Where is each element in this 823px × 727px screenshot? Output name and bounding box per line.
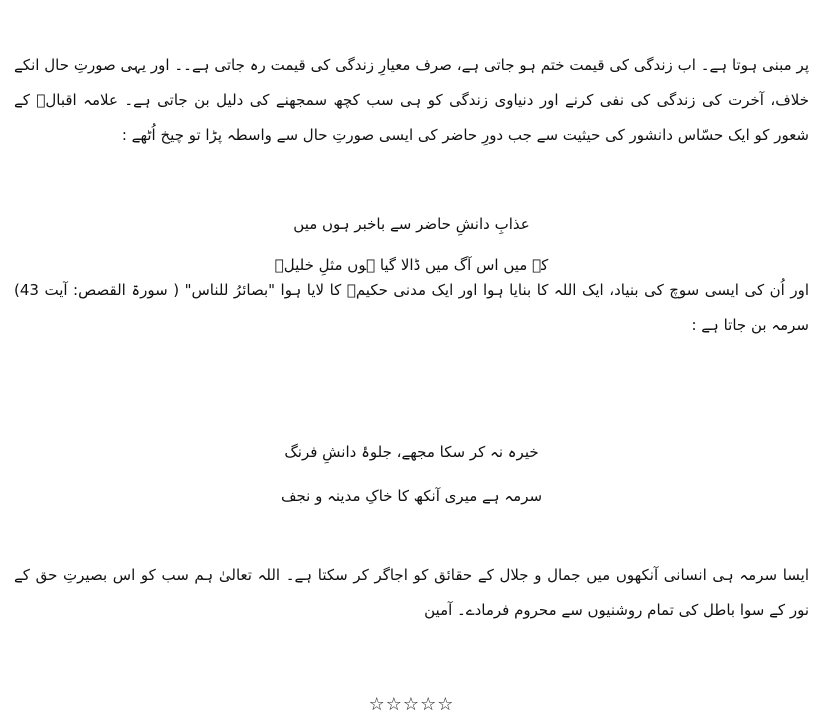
couplet-2-line-1: خیرہ نہ کر سکا مجھے، جلوۂ دانشِ فرنگ bbox=[284, 443, 539, 461]
couplet-1-line-2: کہ میں اس آگ میں ڈالا گیا ہوں مثلِ خلیلؑ bbox=[274, 256, 549, 274]
paragraph-closing: ایسا سرمہ ہی انسانی آنکھوں میں جمال و جلال کے حقائق کو اجاگر کر سکتا ہے۔ اللہ تعالیٰ ہم سب کو اس بصیرتِ حق کے نور کے سوا باطل کی تمام روشنیوں سے محروم فرمادے۔ آمین bbox=[14, 566, 809, 619]
paragraph-intro: پر مبنی ہوتا ہے۔ اب زندگی کی قیمت ختم ہو جاتی ہے، صرف معیارِ زندگی کی قیمت رہ جاتی ہے۔۔ اور یہی صورتِ حال انکے خلاف، آخرت کی زندگی کی نفی کرنے اور دنیاوی زندگی کو ہی سب کچھ سمجھنے کی دلیل بن جاتی ہے۔ علامہ اقبالؒ کے شعور کو ایک حسّاس دانشور کی حیثیت سے جب دورِ حاضر کی ایسی صورتِ حال سے واسطہ پڑا تو چیخ اُٹھے : bbox=[14, 56, 809, 144]
couplet-2-line-2: سرمہ ہے میری آنکھ کا خاکِ مدینہ و نجف bbox=[280, 487, 543, 505]
star-separator: ☆☆☆☆☆ bbox=[368, 694, 455, 715]
paragraph-middle: اور اُن کی ایسی سوچ کی بنیاد، ایک اللہ کا بنایا ہوا اور ایک مدنی حکیمؐ کا لایا ہوا "بصائرُ للناس" ( سورۃ القصص: آیت 43) سرمہ بن جاتا ہے : bbox=[14, 281, 809, 334]
couplet-1-line-1: عذابِ دانشِ حاضر سے باخبر ہوں میں bbox=[293, 215, 530, 233]
